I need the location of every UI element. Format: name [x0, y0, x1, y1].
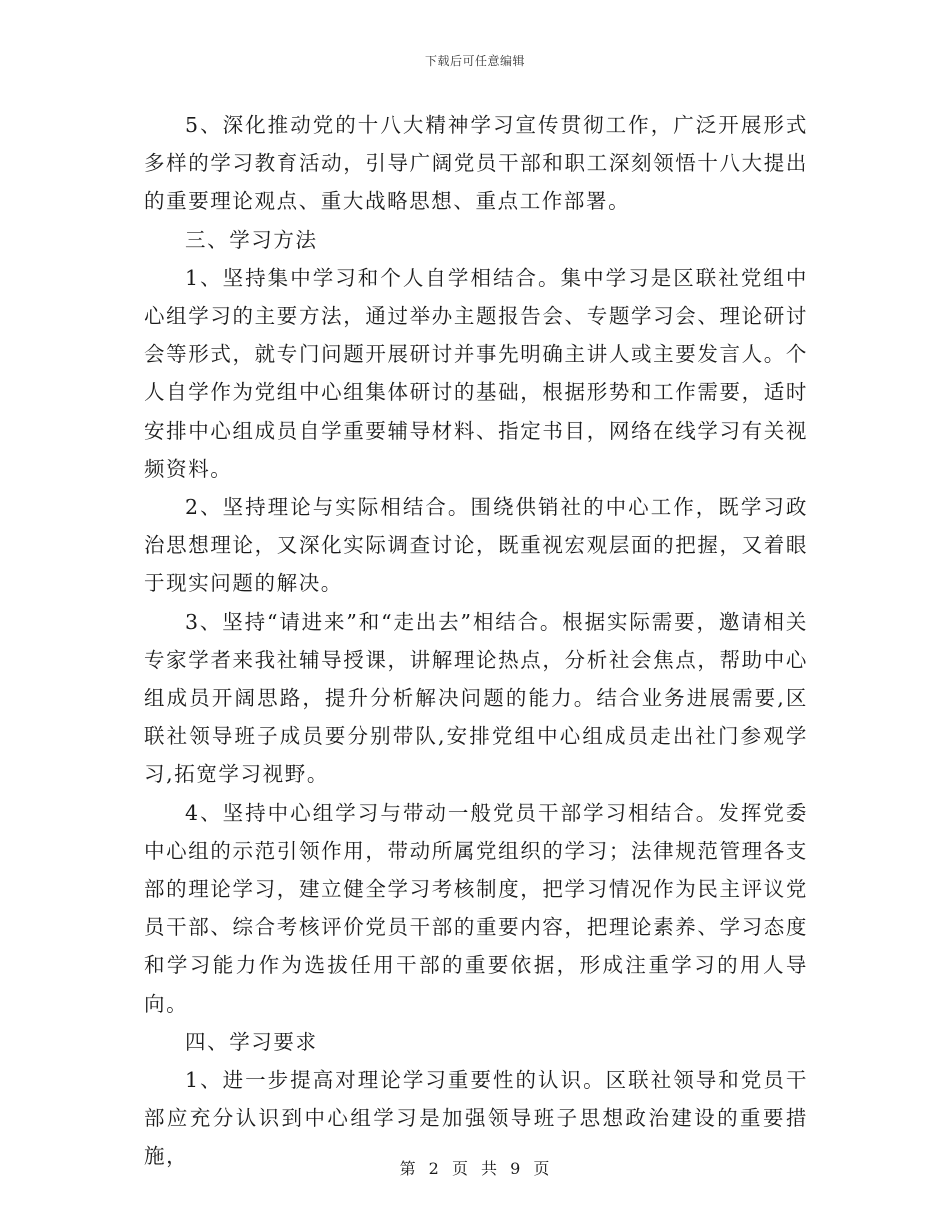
paragraph-method-2: 2、坚持理论与实际相结合。围绕供销社的中心工作，既学习政治思想理论，又深化实际调查讨论，既重视宏观层面的把握，又着眼于现实问题的解决。 — [144, 495, 808, 596]
page-number: 第 2 页 共 9 页 — [399, 1159, 551, 1178]
paragraph-method-1: 1、坚持集中学习和个人自学相结合。集中学习是区联社党组中心组学习的主要方法，通过举办主题报告会、专题学习会、理论研讨会等形式，就专门问题开展研讨并事先明确主讲人或主要发言人。个人自学作为党组中心组集体研讨的基础，根据形势和工作需要，适时安排中心组成员自学重要辅导材料、指定书目，网络在线学习有关视频资料。 — [144, 265, 808, 481]
document-body — [144, 106, 808, 1176]
section-heading-study-methods: 三、学习方法 — [185, 227, 318, 252]
paragraph-method-3: 3、坚持“请进来”和“走出去”相结合。根据实际需要，邀请相关专家学者来我社辅导授课，讲解理论热点，分析社会焦点，帮助中心组成员开阔思路，提升分析解决问题的能力。结合业务进展需要,区联社领导班子成员要分别带队,安排党组中心组成员走出社门参观学习,拓宽学习视野。 — [144, 609, 808, 787]
paragraph-requirement-1: 1、进一步提高对理论学习重要性的认识。区联社领导和党员干部应充分认识到中心组学习是加强领导班子思想政治建设的重要措施， — [144, 1068, 808, 1169]
section-heading-study-requirements: 四、学习要求 — [185, 1029, 318, 1054]
paragraph-item-5-deepen: 5、深化推动党的十八大精神学习宣传贯彻工作，广泛开展形式多样的学习教育活动，引导广阔党员干部和职工深刻领悟十八大提出的重要理论观点、重大战略思想、重点工作部署。 — [144, 113, 808, 214]
paragraph-method-4: 4、坚持中心组学习与带动一般党员干部学习相结合。发挥党委中心组的示范引领作用，带动所属党组织的学习；法律规范管理各支部的理论学习，建立健全学习考核制度，把学习情况作为民主评议党员干部、综合考核评价党员干部的重要内容，把理论素养、学习态度和学习能力作为选拔任用干部的重要依据，形成注重学习的用人导向。 — [144, 800, 808, 1016]
page-header-note: 下载后可任意编辑 — [424, 54, 525, 68]
